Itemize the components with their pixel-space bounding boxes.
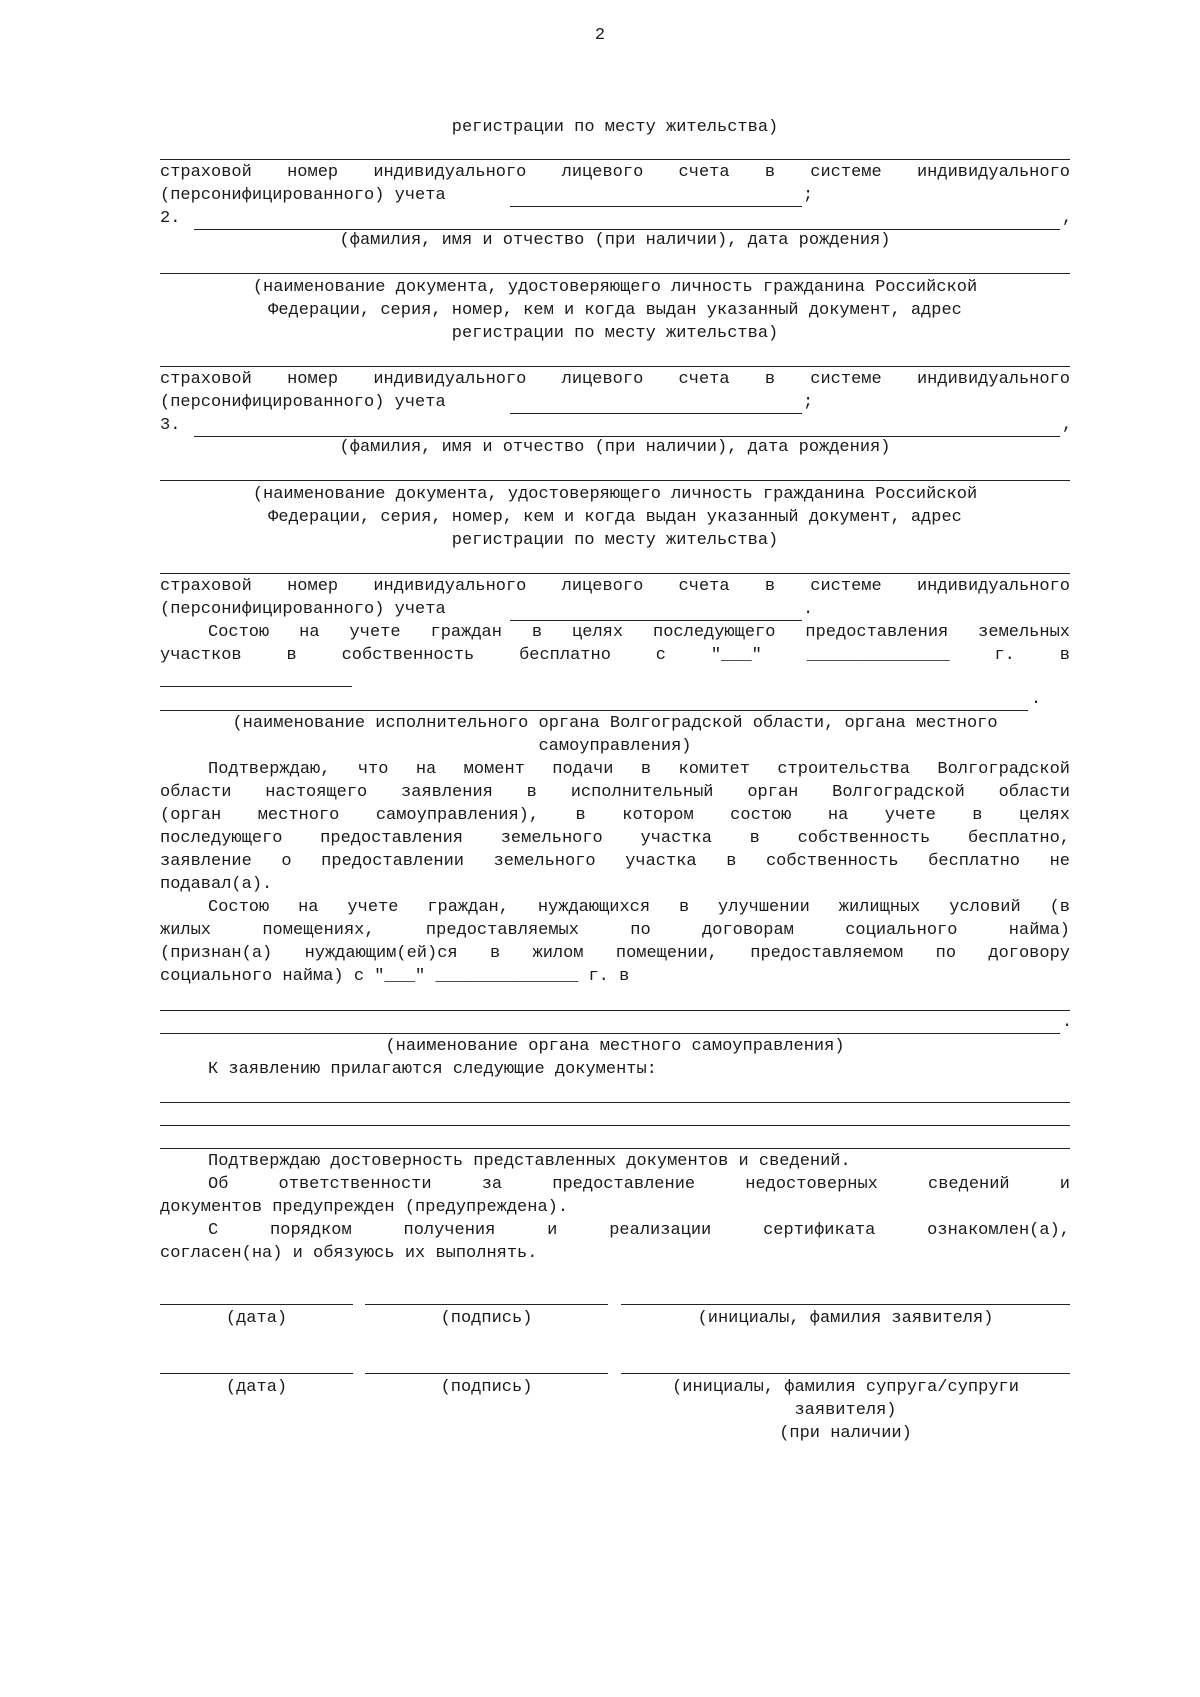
housing-line-4: социального найма) с "___" ______________ г. в <box>160 967 630 986</box>
snils-label-cont: (персонифицированного) учета <box>160 186 446 205</box>
closing-line-1: Подтверждаю достоверность представленных документов и сведений. <box>208 1152 851 1171</box>
name-field-line[interactable] <box>621 1373 1070 1374</box>
year-field-line[interactable] <box>160 686 352 687</box>
closing-line-4: С порядком получения и реализации сертификата ознакомлен(а), <box>208 1221 1070 1240</box>
caption-name: (фамилия, имя и отчество (при наличии), дата рождения) <box>339 438 891 457</box>
caption-signature: (подпись) <box>440 1378 533 1397</box>
punct: . <box>1062 1013 1073 1032</box>
confirm-line-1: Подтверждаю, что на момент подачи в комитет строительства Волгоградской <box>208 760 1070 779</box>
caption-document-2: Федерации, серия, номер, кем и когда выдан указанный документ, адрес <box>268 508 962 527</box>
punct: , <box>1062 416 1073 435</box>
snils-field-line[interactable] <box>510 413 802 414</box>
confirm-line-2: области настоящего заявления в исполнительный орган Волгоградской области <box>160 783 1070 802</box>
attachment-line[interactable] <box>160 1125 1070 1126</box>
closing-line-5: согласен(на) и обязуюсь их выполнять. <box>160 1244 538 1263</box>
land-queue-line-2 <box>160 644 1070 667</box>
name-field-line[interactable] <box>621 1304 1070 1305</box>
attachment-line[interactable] <box>160 1102 1070 1103</box>
housing-line-1: Состою на учете граждан, нуждающихся в улучшении жилищных условий (в <box>208 898 1070 917</box>
attachment-line[interactable] <box>160 1148 1070 1149</box>
snils-label: страховой номер индивидуального лицевого счета в системе индивидуального <box>160 163 1070 182</box>
snils-label: страховой номер индивидуального лицевого счета в системе индивидуального <box>160 370 1070 389</box>
field-line[interactable] <box>160 159 1070 160</box>
attachments-intro: К заявлению прилагаются следующие документы: <box>208 1060 657 1079</box>
punct: ; <box>803 393 814 412</box>
date-month-field[interactable]: ______________ <box>806 646 950 665</box>
housing-line-3: (признан(а) нуждающим(ей)ся в жилом помещении, предоставляемом по договору <box>160 944 1070 963</box>
snils-field-line[interactable] <box>510 206 802 207</box>
punct: . <box>1031 690 1042 709</box>
punct: , <box>1062 209 1073 228</box>
snils-label-cont: (персонифицированного) учета <box>160 393 446 412</box>
confirm-line-4: последующего предоставления земельного участка в собственность бесплатно, <box>160 829 1070 848</box>
word: в <box>286 646 297 665</box>
confirm-line-3: (орган местного самоуправления), в котором состою на учете в целях <box>160 806 1070 825</box>
caption-spouse-name-3: (при наличии) <box>779 1424 912 1443</box>
document-field-line[interactable] <box>160 480 1070 481</box>
signature-field-line[interactable] <box>365 1304 608 1305</box>
land-queue-line-1: Состою на учете граждан в целях последующего предоставления земельных <box>208 623 1070 642</box>
word: г. <box>994 646 1015 665</box>
caption-name: (фамилия, имя и отчество (при наличии), дата рождения) <box>339 231 891 250</box>
caption-signature: (подпись) <box>440 1309 533 1328</box>
caption-document-2: Федерации, серия, номер, кем и когда выдан указанный документ, адрес <box>268 301 962 320</box>
caption-local-authority: (наименование органа местного самоуправления) <box>385 1037 845 1056</box>
caption-registration-tail: регистрации по месту жительства) <box>451 118 779 137</box>
caption-spouse-name-2: заявителя) <box>794 1401 897 1420</box>
field-line[interactable] <box>160 573 1070 574</box>
signature-field-line[interactable] <box>365 1373 608 1374</box>
authority-field-line[interactable] <box>160 1010 1070 1011</box>
person-number: 2. <box>160 209 181 228</box>
closing-line-2: Об ответственности за предоставление недостоверных сведений и <box>208 1175 1070 1194</box>
confirm-line-6: подавал(а). <box>160 875 273 894</box>
caption-document-1: (наименование документа, удостоверяющего личность гражданина Российской <box>252 485 978 504</box>
authority-field-line[interactable] <box>160 1033 1060 1034</box>
snils-label-cont: (персонифицированного) учета <box>160 600 446 619</box>
date-field-line[interactable] <box>160 1304 353 1305</box>
word: участков <box>160 646 242 665</box>
word: бесплатно <box>519 646 611 665</box>
caption-document-1: (наименование документа, удостоверяющего личность гражданина Российской <box>252 278 978 297</box>
confirm-line-5: заявление о предоставлении земельного участка в собственность бесплатно не <box>160 852 1070 871</box>
word: собственность <box>341 646 475 665</box>
date-field-line[interactable] <box>160 1373 353 1374</box>
caption-date: (дата) <box>225 1378 288 1397</box>
snils-label: страховой номер индивидуального лицевого счета в системе индивидуального <box>160 577 1070 596</box>
page-number: 2 <box>594 26 606 45</box>
housing-line-2: жилых помещениях, предоставляемых по договорам социального найма) <box>160 921 1070 940</box>
word: с <box>655 646 666 665</box>
authority-field-line[interactable] <box>160 710 1028 711</box>
document-field-line[interactable] <box>160 273 1070 274</box>
caption-spouse-name-1: (инициалы, фамилия супруга/супруги <box>672 1378 1019 1397</box>
caption-authority-1: (наименование исполнительного органа Волгоградской области, органа местного <box>232 714 998 733</box>
caption-authority-2: самоуправления) <box>538 737 692 756</box>
caption-applicant-name: (инициалы, фамилия заявителя) <box>697 1309 994 1328</box>
person-number: 3. <box>160 416 181 435</box>
punct: . <box>803 600 814 619</box>
caption-document-3: регистрации по месту жительства) <box>451 324 779 343</box>
closing-line-3: документов предупрежден (предупреждена). <box>160 1198 569 1217</box>
punct: ; <box>803 186 814 205</box>
caption-date: (дата) <box>225 1309 288 1328</box>
field-line[interactable] <box>160 366 1070 367</box>
date-day-field[interactable]: "___" <box>710 646 762 665</box>
caption-document-3: регистрации по месту жительства) <box>451 531 779 550</box>
word: в <box>1059 646 1070 665</box>
